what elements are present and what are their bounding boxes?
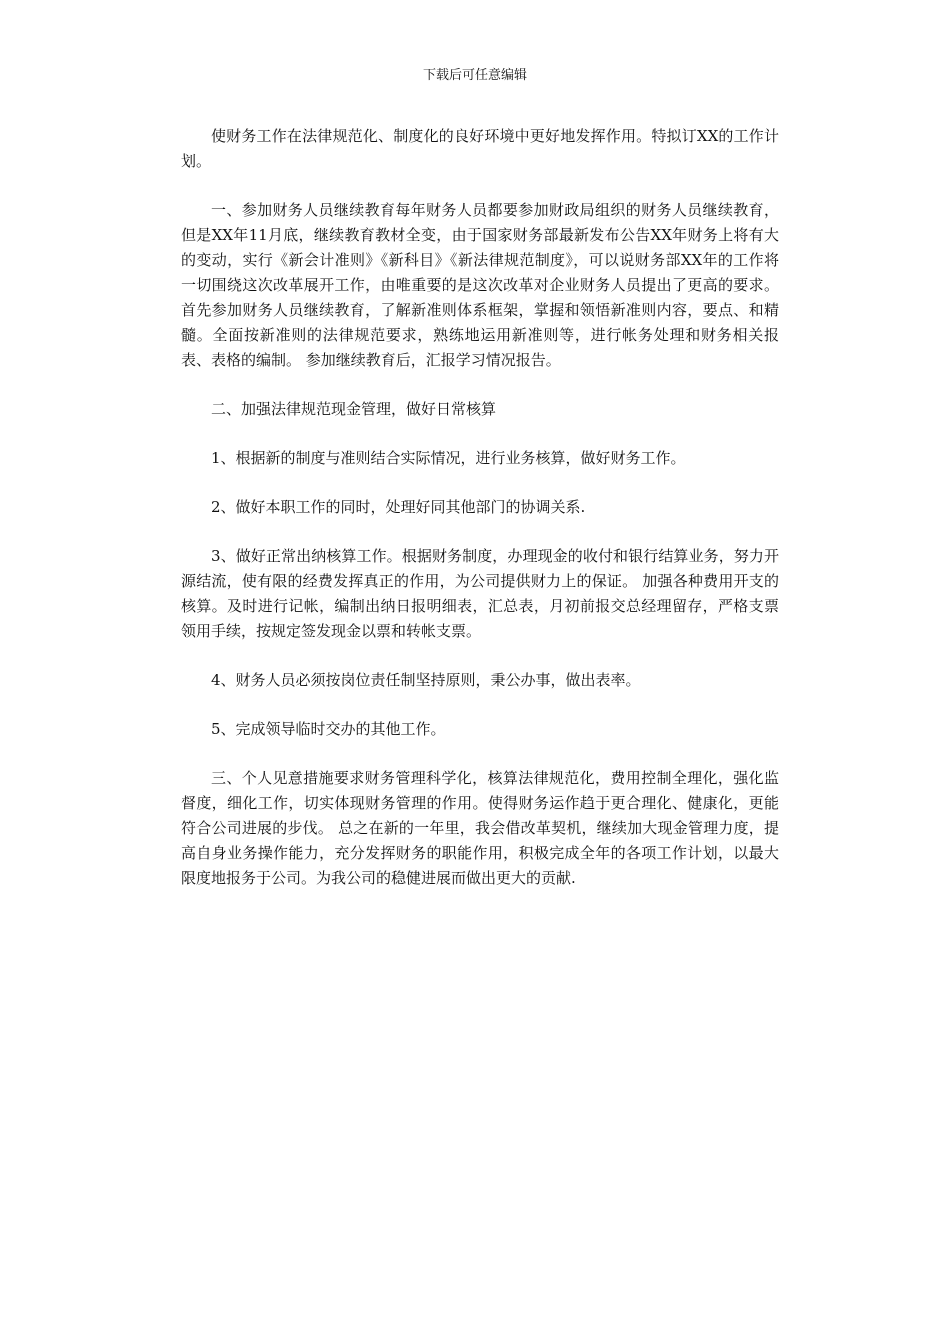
paragraph-item-1: 1、根据新的制度与准则结合实际情况，进行业务核算，做好财务工作。 (211, 449, 686, 467)
paragraph-item-5: 5、完成领导临时交办的其他工作。 (211, 720, 446, 738)
paragraph-item-4: 4、财务人员必须按岗位责任制坚持原则，秉公办事，做出表率。 (211, 671, 641, 689)
document-body (181, 124, 779, 915)
paragraph-section-3: 三、个人见意措施要求财务管理科学化，核算法律规范化，费用控制全理化，强化监督度，细化工作，切实体现财务管理的作用。使得财务运作趋于更合理化、健康化，更能符合公司进展的步伐。 总之在新的一年里，我会借改革契机，继续加大现金管理力度，提高自身业务操作能力，充分发挥财务的职能作用，积极完成全年的各项工作计划，以最大限度地报务于公司。为我公司的稳健进展而做出更大的贡献. (181, 769, 779, 887)
paragraph-section-2-heading: 二、加强法律规范现金管理，做好日常核算 (211, 400, 497, 418)
paragraph-intro: 使财务工作在法律规范化、制度化的良好环境中更好地发挥作用。特拟订XX的工作计划。 (181, 127, 779, 170)
paragraph-item-3: 3、做好正常出纳核算工作。根据财务制度，办理现金的收付和银行结算业务，努力开源结流，使有限的经费发挥真正的作用，为公司提供财力上的保证。 加强各种费用开支的核算。及时进行记帐，编制出纳日报明细表，汇总表，月初前报交总经理留存，严格支票领用手续，按规定签发现金以票和转帐支票。 (181, 547, 779, 640)
paragraph-section-1: 一、参加财务人员继续教育每年财务人员都要参加财政局组织的财务人员继续教育，但是XX年11月底，继续教育教材全变，由于国家财务部最新发布公告XX年财务上将有大的变动，实行《新会计准则》《新科目》《新法律规范制度》，可以说财务部XX年的工作将一切围绕这次改革展开工作，由唯重要的是这次改革对企业财务人员提出了更高的要求。 首先参加财务人员继续教育，了解新准则体系框架，掌握和领悟新准则内容，要点、和精髓。全面按新准则的法律规范要求，熟练地运用新准则等，进行帐务处理和财务相关报表、表格的编制。 参加继续教育后，汇报学习情况报告。 (181, 201, 779, 369)
paragraph-item-2: 2、做好本职工作的同时，处理好同其他部门的协调关系. (211, 498, 586, 516)
page-header: 下载后可任意编辑 (422, 68, 527, 83)
